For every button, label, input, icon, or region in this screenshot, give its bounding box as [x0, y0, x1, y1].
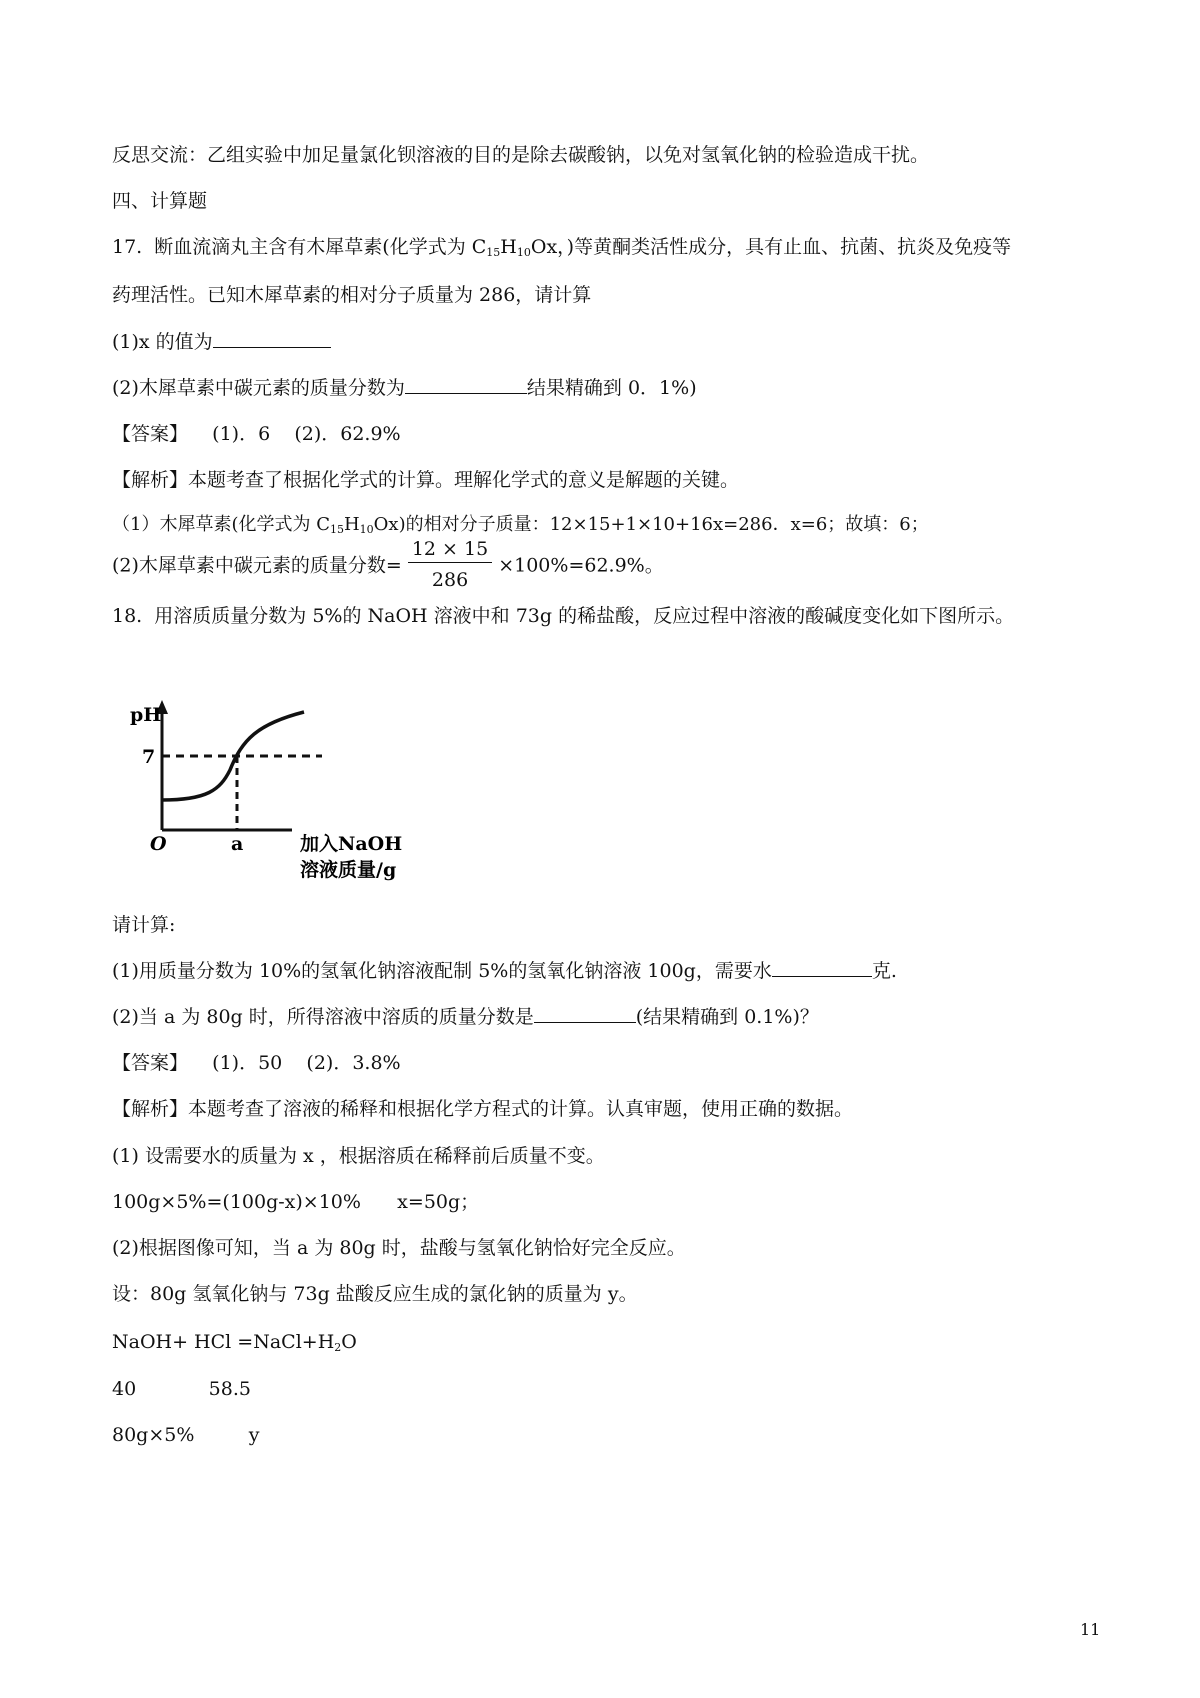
q17-part2-text: (2)木犀草素中碳元素的质量分数为	[112, 377, 405, 399]
q17-sub-10: 10	[516, 246, 531, 259]
q17-part1-text: (1)x 的值为	[112, 331, 213, 353]
q17-part1-blank[interactable]	[213, 329, 331, 348]
origin-label: O	[150, 833, 167, 855]
q17-sol1-text-b: H	[343, 514, 360, 535]
q18-part1-unit: 克.	[871, 960, 897, 982]
q17-part1	[112, 329, 331, 355]
q18-solution1: (1) 设需要水的质量为 x ，根据溶质在稀释前后质量不变。	[112, 1145, 605, 1167]
q18-part1-blank[interactable]	[772, 958, 872, 977]
q17-sol1-sub-10: 10	[359, 523, 374, 536]
q18-set-variable: 设：80g 氢氧化钠与 73g 盐酸反应生成的氯化钠的质量为 y。	[112, 1283, 638, 1305]
q17-sub-15: 15	[486, 246, 501, 259]
q17-text-a: 17. 断血流滴丸主含有木犀草素(化学式为 C	[112, 236, 487, 258]
q17-solution1	[112, 512, 929, 538]
q17-fraction-numerator: 12 × 15	[408, 536, 492, 563]
q17-fraction	[408, 536, 492, 593]
q17-part2-blank[interactable]	[405, 375, 527, 394]
q17-sol2-text: (2)木犀草素中碳元素的质量分数=	[112, 554, 402, 577]
q17-line1	[112, 234, 1011, 260]
x-axis-label-line1: 加入NaOH	[300, 833, 403, 855]
q18-part1	[112, 958, 897, 984]
q18-ask: 请计算:	[112, 914, 176, 936]
q18-answer: 【答案】 (1)．50 (2)．3.8%	[112, 1052, 401, 1074]
x-axis-label-line2: 溶液质量/g	[300, 859, 397, 881]
q18-reaction-text-a: NaOH+ HCl =NaCl+H	[112, 1331, 335, 1353]
q17-sol1-text-c: Ox)的相对分子质量：12×15+1×10+16x=286．x=6；故填：6；	[373, 514, 929, 535]
page-number: 11	[1080, 1620, 1101, 1639]
q18-part2	[112, 1004, 819, 1030]
q18-reaction	[112, 1329, 357, 1355]
q18-part2-blank[interactable]	[534, 1004, 636, 1023]
q18-line1: 18. 用溶质质量分数为 5%的 NaOH 溶液中和 73g 的稀盐酸，反应过程中溶液的酸碱度变化如下图所示。	[112, 605, 1015, 627]
q18-part1-text: (1)用质量分数为 10%的氢氧化钠溶液配制 5%的氢氧化钠溶液 100g，需要水	[112, 960, 772, 982]
q18-part2-text: (2)当 a 为 80g 时，所得溶液中溶质的质量分数是	[112, 1006, 534, 1028]
q17-answer: 【答案】 (1)．6 (2)．62.9%	[112, 423, 401, 445]
q18-mass-row2: 80g×5% y	[112, 1424, 260, 1446]
q17-text-b: H	[500, 236, 517, 258]
q17-part2	[112, 375, 697, 401]
section-title: 四、计算题	[112, 190, 208, 212]
q17-fraction-denominator: 286	[431, 569, 469, 591]
q18-solution2: (2)根据图像可知，当 a 为 80g 时，盐酸与氢氧化钠恰好完全反应。	[112, 1237, 686, 1259]
q17-sol2-result: ×100%=62.9%。	[498, 554, 664, 577]
q17-analysis: 【解析】本题考查了根据化学式的计算。理解化学式的意义是解题的关键。	[112, 469, 740, 491]
q17-line2: 药理活性。已知木犀草素的相对分子质量为 286，请计算	[112, 284, 592, 306]
x-marker-label: a	[231, 833, 244, 855]
q18-analysis: 【解析】本题考查了溶液的稀释和根据化学方程式的计算。认真审题，使用正确的数据。	[112, 1098, 854, 1120]
q18-reaction-sub-2: 2	[334, 1341, 342, 1354]
q18-reaction-text-b: O	[341, 1331, 357, 1353]
q17-sol1-text-a: （1）木犀草素(化学式为 C	[112, 514, 330, 535]
q18-equation1: 100g×5%=(100g-x)×10% x=50g；	[112, 1191, 480, 1213]
reflection-text: 反思交流：乙组实验中加足量氯化钡溶液的目的是除去碳酸钠，以免对氢氧化钠的检验造成干扰。	[112, 144, 930, 166]
q17-solution2	[112, 538, 664, 595]
y-marker-label: 7	[142, 746, 156, 768]
ph-chart	[112, 700, 432, 890]
q17-text-c: Ox，)等黄酮类活性成分，具有止血、抗菌、抗炎及免疫等	[530, 236, 1012, 258]
q18-mass-row1: 40 58.5	[112, 1378, 251, 1400]
q17-part2-note: 结果精确到 0．1%)	[526, 377, 697, 399]
y-axis-label: pH	[130, 704, 162, 726]
q17-sol1-sub-15: 15	[329, 523, 344, 536]
q18-part2-note: (结果精确到 0.1%)？	[635, 1006, 819, 1028]
